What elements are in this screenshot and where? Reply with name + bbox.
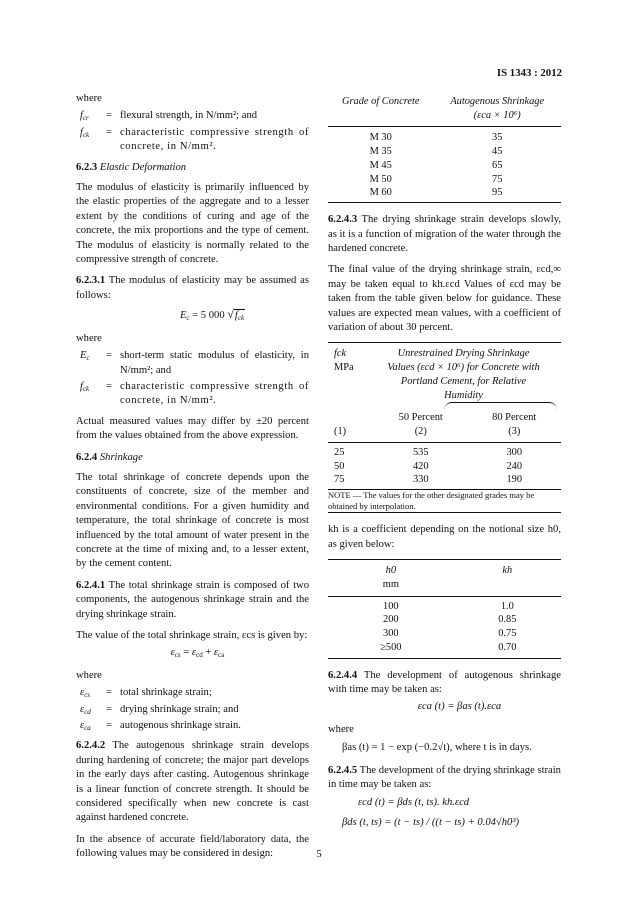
table-row: M 60 95 [328,186,561,202]
table-row: 200 0.85 [383,614,517,626]
definition-text: characteristic compressive strength of concrete, in N/mm². [120,126,309,153]
column-header-grade: Grade of Concrete [341,96,420,107]
formula-eca-t: εca (t) = βas (t).εca [417,701,502,713]
paragraph-shrinkage: The total shrinkage of concrete depends upon the constituents of concrete, size of the member and environmental conditions. For a given humidity and temperature, the total shrinkage of concrete is most influenced by the total amount of water present in the concrete at the time of mixing and, to a lesser extent, by the cement content. [76,471,309,570]
column-header-h0: h0 mm [382,565,399,590]
table-row: 100 1.0 [383,600,514,612]
formula-ec: Ec = 5 000 √fck [179,307,245,323]
definition-ec: Ec = short-term static modulus of elasticity, in N/mm²; and [80,350,309,376]
section-heading-6-2-3: 6.2.3 Elastic Deformation [76,161,187,173]
drying-table-title: Unrestrained Drying Shrinkage Values (εcd × 10⁶) for Concrete with Portland Cement, for Relative Humidity [387,348,540,401]
table-row: ≥500 0.70 [328,641,561,658]
definition-list [76,686,309,733]
where-label: where [76,332,102,344]
table-note: NOTE — The values for the other designated grades may be obtained by interpolation. [328,490,535,512]
where-label: where [328,723,354,735]
definition-ecs: εcs = total shrinkage strain; [80,687,212,700]
paragraph-6-2-4-3: 6.2.4.3 The drying shrinkage strain develops slowly, as it is a function of migration of the water through the hardened concrete. [328,214,561,254]
page-number: 5 [316,849,322,860]
definition-list [76,349,309,409]
table-row: M 45 65 [369,159,503,171]
paragraph-total-value: The value of the total shrinkage strain, εcs is given by: [76,630,308,641]
column-header-kh: kh [502,565,513,577]
definition-fcr: fcr = flexural strength, in N/mm²; and [76,109,309,123]
where-label: where [76,93,102,104]
paragraph-kh: kh is a coefficient depending on the notional size h0, as given below: [328,524,561,550]
kh-table [328,559,561,658]
paragraph-final-value: The final value of the drying shrinkage strain, εcd,∞ may be taken equal to kh.εcd Values of εcd may be taken from the table given below for guidance. These values are expected mean values, with a coefficient of variation of about 30 percent. [328,264,561,333]
table-row: 25 535 300 [334,446,523,458]
table-row: 75 330 190 [328,473,561,489]
formula-ecd-t: εcd (t) = βds (t, ts). kh.εcd [358,796,470,808]
paragraph-6-2-4-1: 6.2.4.1 The total shrinkage strain is composed of two components, the autogenous shrinkage strain and the drying shrinkage strain. [76,579,309,620]
paragraph-6-2-4-2: 6.2.4.2 The autogenous shrinkage strain develops during hardening of concrete; the major part develops in the early days after casting. Autogenous shrinkage is a linear function of concrete strength. It should be considered specifically when new concrete is cast against hardened concrete. [76,740,309,824]
paragraph-absence: In the absence of accurate field/laboratory data, the following values may be considered in design: [76,833,309,860]
formula-beta-ds: βds (t, ts) = (t − ts) / ((t − ts) + 0.04√h0³) [342,816,520,828]
formula-beta-as: βas (t) = 1 − exp (−0.2√t), where t is in days. [342,742,532,754]
definition-eca: εca = autogenous shrinkage strain. [80,720,241,733]
drying-shrinkage-table: fck MPa Unrestrained Drying Shrinkage Values (εcd × 10⁶) for Concrete with Portland Cement, for Relative Humidity (1) 50 Percent (2) 80 Percent (3) 25 535 300 50 420 240 75 330 190 NOTE — The values for the other designated grades may be obtained by interpolation. [328,342,561,513]
paragraph-actual: Actual measured values may differ by ±20 percent from the values obtained from the above expression. [76,415,309,442]
symbol-fck: fck [80,126,90,139]
formula-ecs: εcs = εcd + εca [170,647,225,660]
symbol-fcr: fcr [80,110,89,123]
definition-list [76,109,309,154]
definition-ecd: εcd = drying shrinkage strain; and [80,703,239,716]
paragraph-elastic: The modulus of elasticity is primarily influenced by the elastic properties of the aggregate and to a lesser extent by the conditions of curing and age of the concrete, the mix proportions and the type of cement. The modulus of elasticity is normally related to the compressive strength of concrete. [76,182,309,266]
column-header-autogenous: Autogenous Shrinkage (εca × 10⁶) [450,96,545,121]
column-header-mpa: MPa [334,362,354,374]
paragraph-6-2-4-5: 6.2.4.5 The development of the drying shrinkage strain in time may be taken as: [328,764,561,791]
definition-fck-2: fck = characteristic compressive strength of concrete, in N/mm². [80,380,309,407]
table-row: M 50 75 [369,173,503,185]
autogenous-shrinkage-table [328,95,561,203]
paragraph-6-2-3-1: 6.2.3.1 The modulus of elasticity may be assumed as follows: [76,275,309,301]
definition-fck: fck = characteristic compressive strength of concrete, in N/mm². [76,126,309,155]
section-heading-6-2-4: 6.2.4 Shrinkage [76,451,143,463]
definition-text: flexural strength, in N/mm²; and [120,110,258,122]
right-column [328,95,561,830]
grouping-brace [444,402,557,411]
table-row: M 30 35 [369,132,503,144]
table-row: 300 0.75 [383,628,517,640]
left-column [76,92,309,869]
standard-header: IS 1343 : 2012 [496,67,562,79]
table-row: 50 420 240 [334,460,523,472]
table-row: M 35 45 [369,146,503,158]
column-header-fck: fck [334,348,347,360]
where-label: where [76,669,102,681]
paragraph-6-2-4-4: 6.2.4.4 The development of autogenous shrinkage with time may be taken as: [328,669,561,696]
